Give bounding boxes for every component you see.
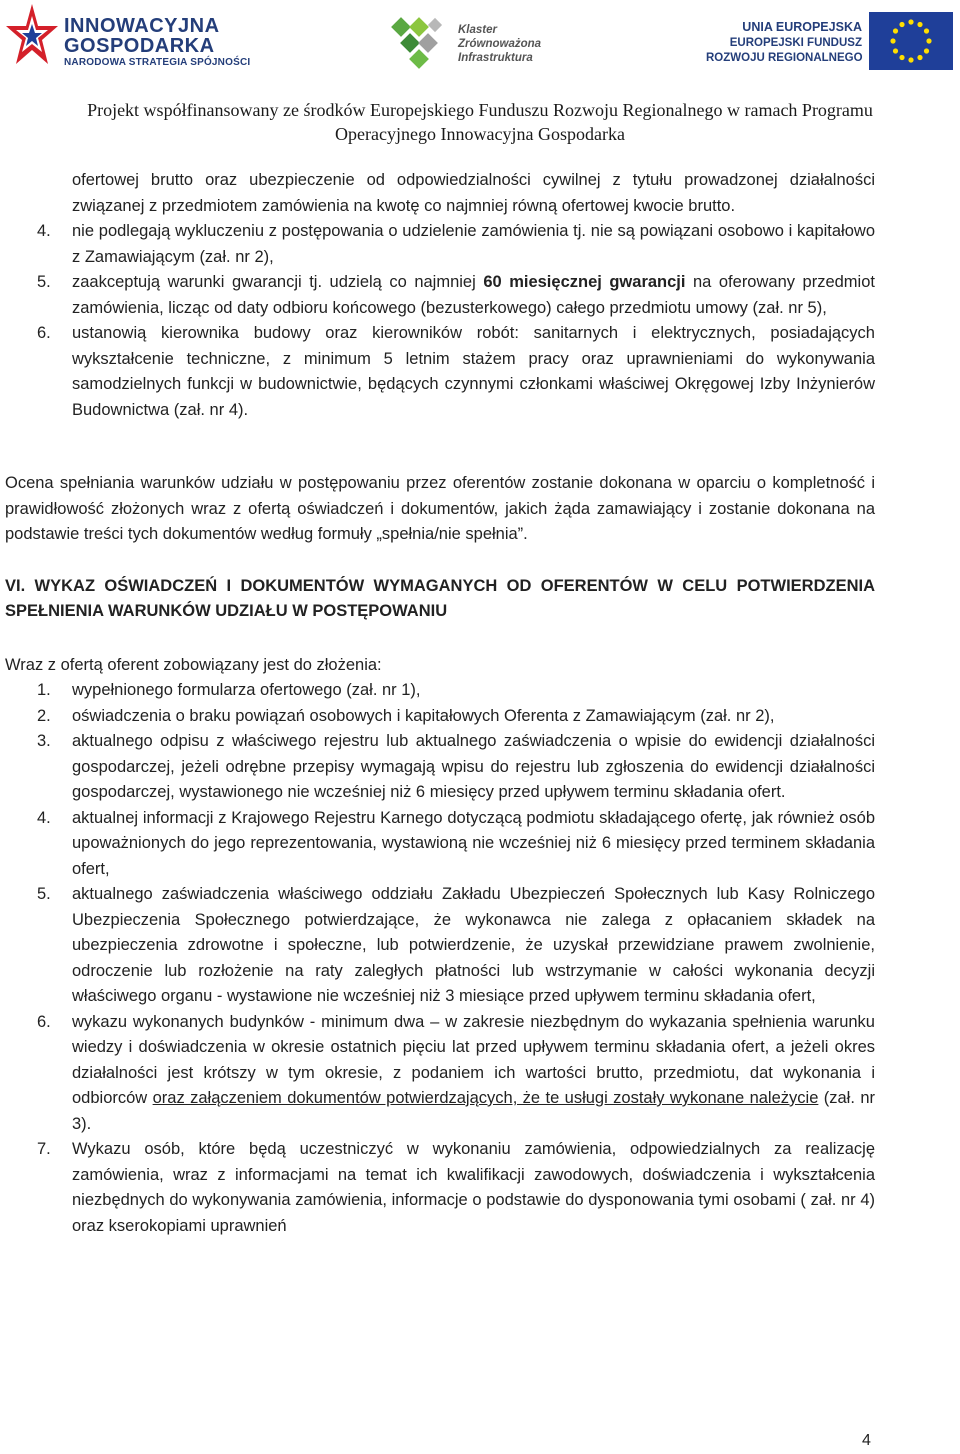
- list-text: [72, 270, 875, 321]
- list-item: [5, 704, 875, 730]
- list-item: [5, 321, 875, 423]
- documents-intro: Wraz z ofertą oferent zobowiązany jest do złożenia:: [5, 655, 382, 674]
- list-text: oświadczenia o braku powiązań osobowych i kapitałowych Oferenta z Zamawiającym (zał. nr 2),: [72, 706, 775, 725]
- list-number: 5.: [37, 885, 51, 903]
- list-number: 4.: [37, 222, 51, 240]
- project-line-2: Operacyjnego Innowacyjna Gospodarka: [335, 124, 625, 144]
- list-number: 6.: [37, 1012, 51, 1031]
- section-heading: VI. WYKAZ OŚWIADCZEŃ I DOKUMENTÓW WYMAGANYCH OD OFERENTÓW W CELU POTWIERDZENIA SPEŁNIENIA WARUNKÓW UDZIAŁU W POSTĘPOWANIU: [5, 576, 875, 620]
- list-text: ustanowią kierownika budowy oraz kierowników robót: sanitarnych i elektrycznych, posiadających wykształcenie techniczne, z minimum 5 letnim stażem pracy oraz uprawnieniami do wykonywania samodzielnych funkcji w budownictwie, będących czynnymi członkami właściwej Okręgowej Izby Inżynierów Budownictwa (zał. nr 4).: [72, 324, 875, 419]
- list-number: 1.: [37, 681, 51, 699]
- logo-right-line3: ROZWOJU REGIONALNEGO: [706, 52, 863, 64]
- logo-center-line2: Zrównoważona: [458, 38, 542, 50]
- cluster-logo-icon: [390, 16, 452, 72]
- list-text: Wykazu osób, które będą uczestniczyć w wykonaniu zamówienia, odpowiedzialnych za realizację zamówienia, wraz z informacjami na temat ich kwalifikacji zawodowych, doświadczenia i wykształcenia niezbędnych do wykonywania zamówienia, informacje o podstawie do dysponowania tymi osobami ( zał. nr 4) oraz kserokopiami uprawnień: [72, 1140, 875, 1235]
- logo-left-line2: GOSPODARKA: [64, 35, 215, 57]
- list-text: [72, 1010, 875, 1138]
- list-item: [5, 1137, 875, 1239]
- logo-left-line1: INNOWACYJNA: [64, 15, 220, 37]
- list-item: [5, 1010, 875, 1138]
- list-number: 4.: [37, 808, 51, 827]
- list-number: 5.: [37, 273, 51, 291]
- logo-center-line1: Klaster: [458, 24, 497, 36]
- guarantee-bold-text: 60 miesięcznej gwarancji: [483, 273, 686, 291]
- list-item: [5, 806, 875, 883]
- list-text-part: na oferowany przedmiot zamówienia, licząc od daty odbioru końcowego (bezusterkowego) całego przedmiotu umowy (zał. nr 5),: [72, 273, 875, 317]
- logo-left-line3: NARODOWA STRATEGIA SPÓJNOŚCI: [64, 57, 251, 68]
- page-header: [0, 0, 960, 144]
- list-item: [5, 678, 875, 704]
- logo-center-line3: Infrastruktura: [458, 52, 533, 64]
- list-text: aktualnego zaświadczenia właściwego oddziału Zakładu Ubezpieczeń Społecznych lub Kasy Rolniczego Ubezpieczenia Społecznego potwierdzające, że wykonawca nie zalega z opłacaniem składek na ubezpieczenia zdrowotne i społeczne, lub potwierdzenie, że uzyskał przewidziane prawem zwolnienie, odroczenie lub rozłożenie na raty zaległych płatności lub wstrzymanie w całości wykonania decyzji właściwego organu - wystawione nie wcześniej niż 3 miesiące przed upływem terminu składania ofert,: [72, 885, 875, 1005]
- list-number: 2.: [37, 706, 51, 725]
- project-funding-note: [0, 98, 960, 146]
- eu-flag-icon: [869, 12, 953, 70]
- logo-right-line1: UNIA EUROPEJSKA: [742, 20, 862, 34]
- list-text: aktualnej informacji z Krajowego Rejestru Karnego dotyczącą podmiotu składającego ofertę, jak również osób upoważnionych do jego reprezentowania, wystawioną nie wcześniej niż 6 miesięcy przed terminem składania ofert,: [72, 808, 875, 878]
- list-text-part: (zał. nr 3).: [72, 1089, 875, 1133]
- list-text-part: zaakceptują warunki gwarancji tj. udzielą co najmniej: [72, 273, 484, 291]
- document-body: [5, 168, 875, 1239]
- list-text: aktualnego odpisu z właściwego rejestru lub aktualnego zaświadczenia o wpisie do ewidencji działalności gospodarczej, jeżeli odrębne przepisy wymagają wpisu do rejestru lub zgłoszenia do ewidencji działalności gospodarczej, wystawionego nie wcześniej niż 6 miesięcy przed upływem terminu składania ofert.: [72, 732, 875, 801]
- list-number: 7.: [37, 1140, 51, 1158]
- project-line-1: Projekt współfinansowany ze środków Europejskiego Funduszu Rozwoju Regionalnego w ramach Programu: [87, 100, 873, 120]
- list-item: [5, 882, 875, 1010]
- list-number: 6.: [37, 324, 51, 342]
- assessment-paragraph: Ocena spełniania warunków udziału w postępowaniu przez oferentów zostanie dokonana w oparciu o kompletność i prawidłowość złożonych wraz z ofertą oświadczeń i dokumentów, jakich żąda zamawiający i zostanie dokonana na podstawie treści tych dokumentów według formuły „spełnia/nie spełnia”.: [5, 474, 875, 543]
- list-item: [5, 729, 875, 806]
- continuation-paragraph: ofertowej brutto oraz ubezpieczenie od odpowiedzialności cywilnej z tytułu prowadzonej działalności związanej z przedmiotem zamówienia na kwotę co najmniej równą ofertowej kwocie brutto.: [72, 171, 875, 215]
- logo-right-line2: EUROPEJSKI FUNDUSZ: [729, 37, 862, 49]
- list-item: [5, 270, 875, 321]
- list-text-part: wykazu wykonanych budynków - minimum dwa – w zakresie niezbędnym do wykazania spełnienia warunku wiedzy i doświadczenia w okresie ostatnich pięciu lat przed upływem terminu składania ofert, a jeżeli okres działalności jest krótszy w tym okresie, z podaniem ich wartości brutto, przedmiotu, dat wykonania i odbiorców: [72, 1012, 875, 1107]
- page-number: 4: [862, 1432, 871, 1449]
- underlined-text: oraz załączeniem dokumentów potwierdzających, że te usługi zostały wykonane należycie: [152, 1089, 819, 1107]
- list-text: nie podlegają wykluczeniu z postępowania o udzielenie zamówienia tj. nie są powiązani osobowo i kapitałowo z Zamawiającym (zał. nr 2),: [72, 222, 875, 266]
- star-logo-icon: [4, 2, 60, 70]
- list-item: [5, 219, 875, 270]
- list-number: 3.: [37, 732, 51, 750]
- list-text: wypełnionego formularza ofertowego (zał. nr 1),: [72, 681, 421, 699]
